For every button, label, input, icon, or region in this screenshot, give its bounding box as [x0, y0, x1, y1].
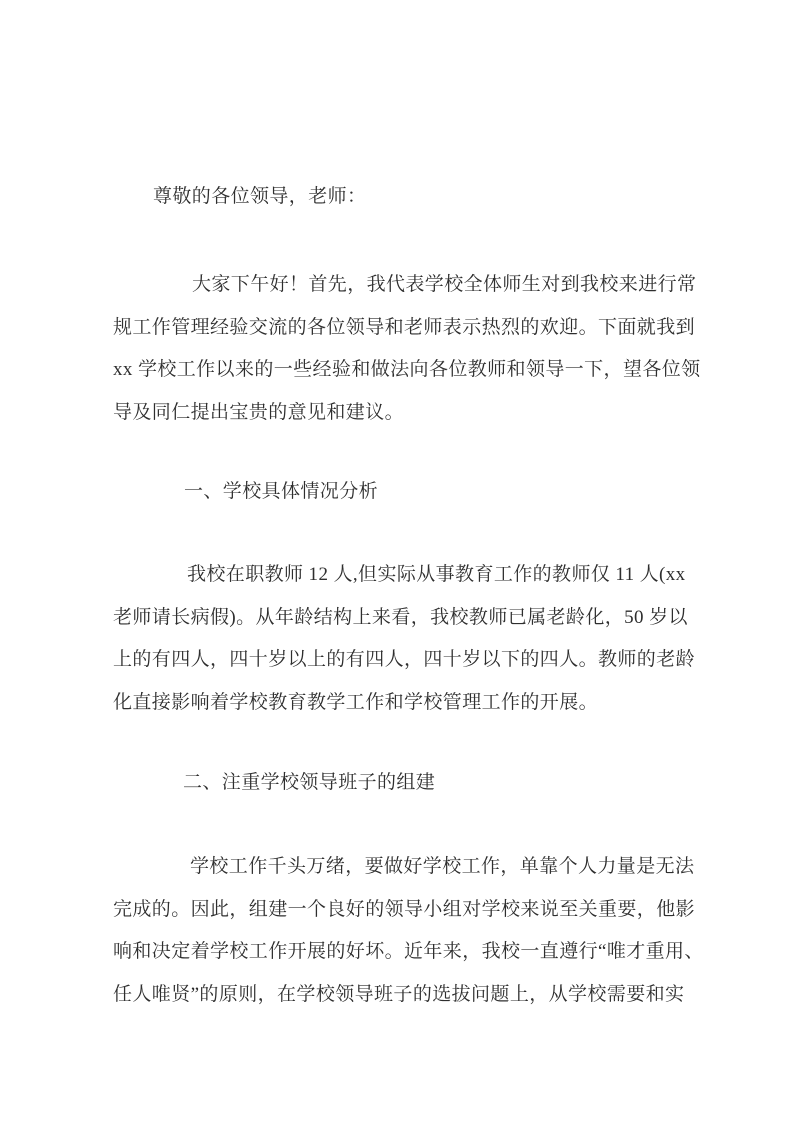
- text-line: 完成的。因此，组建一个良好的领导小组对学校来说至关重要，他影: [113, 898, 696, 920]
- text-line: 大家下午好！首先，我代表学校全体师生对到我校来进行常: [192, 274, 697, 295]
- text-line: 尊敬的各位领导，老师：: [153, 186, 367, 207]
- text-line: 任人唯贤”的原则，在学校领导班子的选拔问题上，从学校需要和实: [113, 983, 685, 1005]
- text-line: 上的有四人，四十岁以上的有四人，四十岁以下的四人。教师的老龄: [113, 649, 696, 670]
- text-line: 一、学校具体情况分析: [184, 481, 379, 502]
- section-2-paragraph: [113, 846, 704, 1016]
- opening-paragraph: [113, 264, 701, 434]
- section-heading-2: [113, 762, 695, 805]
- text-line: 响和决定着学校工作开展的好坏。近年来，我校一直遵行“唯才重用、: [113, 941, 704, 962]
- text-line: 我校在职教师 12 人,但实际从事教育工作的教师仅 11 人(xx: [187, 564, 686, 585]
- text-line: 化直接影响着学校教育教学工作和学校管理工作的开展。: [113, 691, 599, 713]
- text-line: 老师请长病假)。从年龄结构上来看，我校教师已属老龄化，50 岁以: [113, 606, 688, 628]
- section-heading-1: [113, 471, 695, 514]
- text-line: 二、注重学校领导班子的组建: [183, 772, 436, 793]
- text-line: 规工作管理经验交流的各位领导和老师表示热烈的欢迎。下面就我到: [113, 316, 696, 338]
- text-line: 导及同仁提出宝贵的意见和建议。: [113, 401, 405, 423]
- text-line: xx 学校工作以来的一些经验和做法向各位教师和领导一下，望各位领: [113, 359, 701, 380]
- salutation: [113, 176, 695, 219]
- section-1-paragraph: [113, 554, 695, 724]
- text-line: 学校工作千头万绪，要做好学校工作，单靠个人力量是无法: [190, 856, 695, 877]
